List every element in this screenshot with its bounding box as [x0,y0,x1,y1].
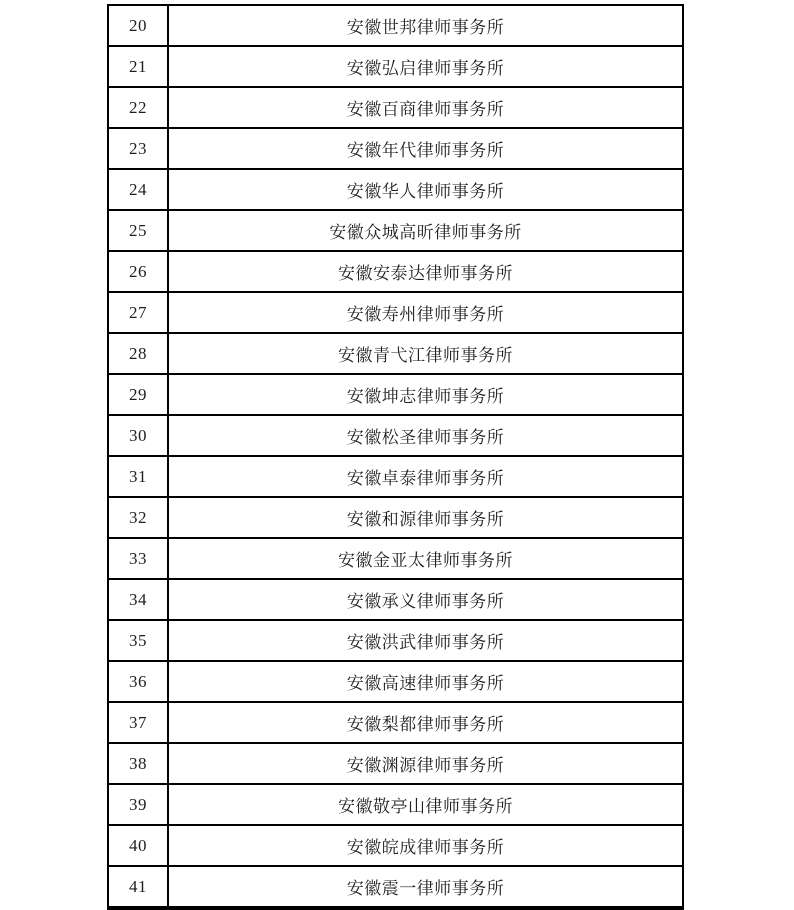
firm-name-cell: 安徽承义律师事务所 [168,579,683,620]
table-row [108,251,683,292]
table-row [108,5,683,46]
firm-name-cell: 安徽世邦律师事务所 [168,5,683,46]
firm-name-cell: 安徽梨都律师事务所 [168,702,683,743]
row-number-cell: 28 [108,333,168,374]
table-row [108,210,683,251]
law-firm-table-body [108,5,683,908]
table-row [108,374,683,415]
table-row [108,579,683,620]
firm-name-cell: 安徽众城高昕律师事务所 [168,210,683,251]
table-row [108,87,683,128]
table-row [108,538,683,579]
row-number-cell: 38 [108,743,168,784]
table-row [108,866,683,908]
row-number-cell: 36 [108,661,168,702]
firm-name-cell: 安徽金亚太律师事务所 [168,538,683,579]
row-number-cell: 30 [108,415,168,456]
firm-name-cell: 安徽坤志律师事务所 [168,374,683,415]
firm-name-cell: 安徽渊源律师事务所 [168,743,683,784]
row-number-cell: 25 [108,210,168,251]
table-row [108,825,683,866]
firm-name-cell: 安徽华人律师事务所 [168,169,683,210]
row-number-cell: 39 [108,784,168,825]
table-row [108,456,683,497]
firm-name-cell: 安徽震一律师事务所 [168,866,683,908]
row-number-cell: 20 [108,5,168,46]
firm-name-cell: 安徽青弋江律师事务所 [168,333,683,374]
firm-name-cell: 安徽皖成律师事务所 [168,825,683,866]
table-row [108,169,683,210]
firm-name-cell: 安徽和源律师事务所 [168,497,683,538]
law-firm-table [107,4,684,910]
firm-name-cell: 安徽卓泰律师事务所 [168,456,683,497]
row-number-cell: 37 [108,702,168,743]
row-number-cell: 27 [108,292,168,333]
firm-name-cell: 安徽寿州律师事务所 [168,292,683,333]
row-number-cell: 23 [108,128,168,169]
table-row [108,46,683,87]
table-row [108,661,683,702]
firm-name-cell: 安徽敬亭山律师事务所 [168,784,683,825]
table-row [108,702,683,743]
row-number-cell: 22 [108,87,168,128]
firm-name-cell: 安徽安泰达律师事务所 [168,251,683,292]
row-number-cell: 31 [108,456,168,497]
row-number-cell: 24 [108,169,168,210]
firm-name-cell: 安徽松圣律师事务所 [168,415,683,456]
row-number-cell: 35 [108,620,168,661]
firm-name-cell: 安徽高速律师事务所 [168,661,683,702]
firm-name-cell: 安徽百商律师事务所 [168,87,683,128]
table-row [108,128,683,169]
firm-name-cell: 安徽洪武律师事务所 [168,620,683,661]
table-row [108,415,683,456]
row-number-cell: 29 [108,374,168,415]
table-row [108,497,683,538]
row-number-cell: 21 [108,46,168,87]
firm-name-cell: 安徽弘启律师事务所 [168,46,683,87]
firm-name-cell: 安徽年代律师事务所 [168,128,683,169]
row-number-cell: 40 [108,825,168,866]
table-row [108,784,683,825]
table-row [108,743,683,784]
row-number-cell: 32 [108,497,168,538]
row-number-cell: 41 [108,866,168,908]
table-row [108,292,683,333]
row-number-cell: 33 [108,538,168,579]
row-number-cell: 26 [108,251,168,292]
table-row [108,620,683,661]
row-number-cell: 34 [108,579,168,620]
table-row [108,333,683,374]
